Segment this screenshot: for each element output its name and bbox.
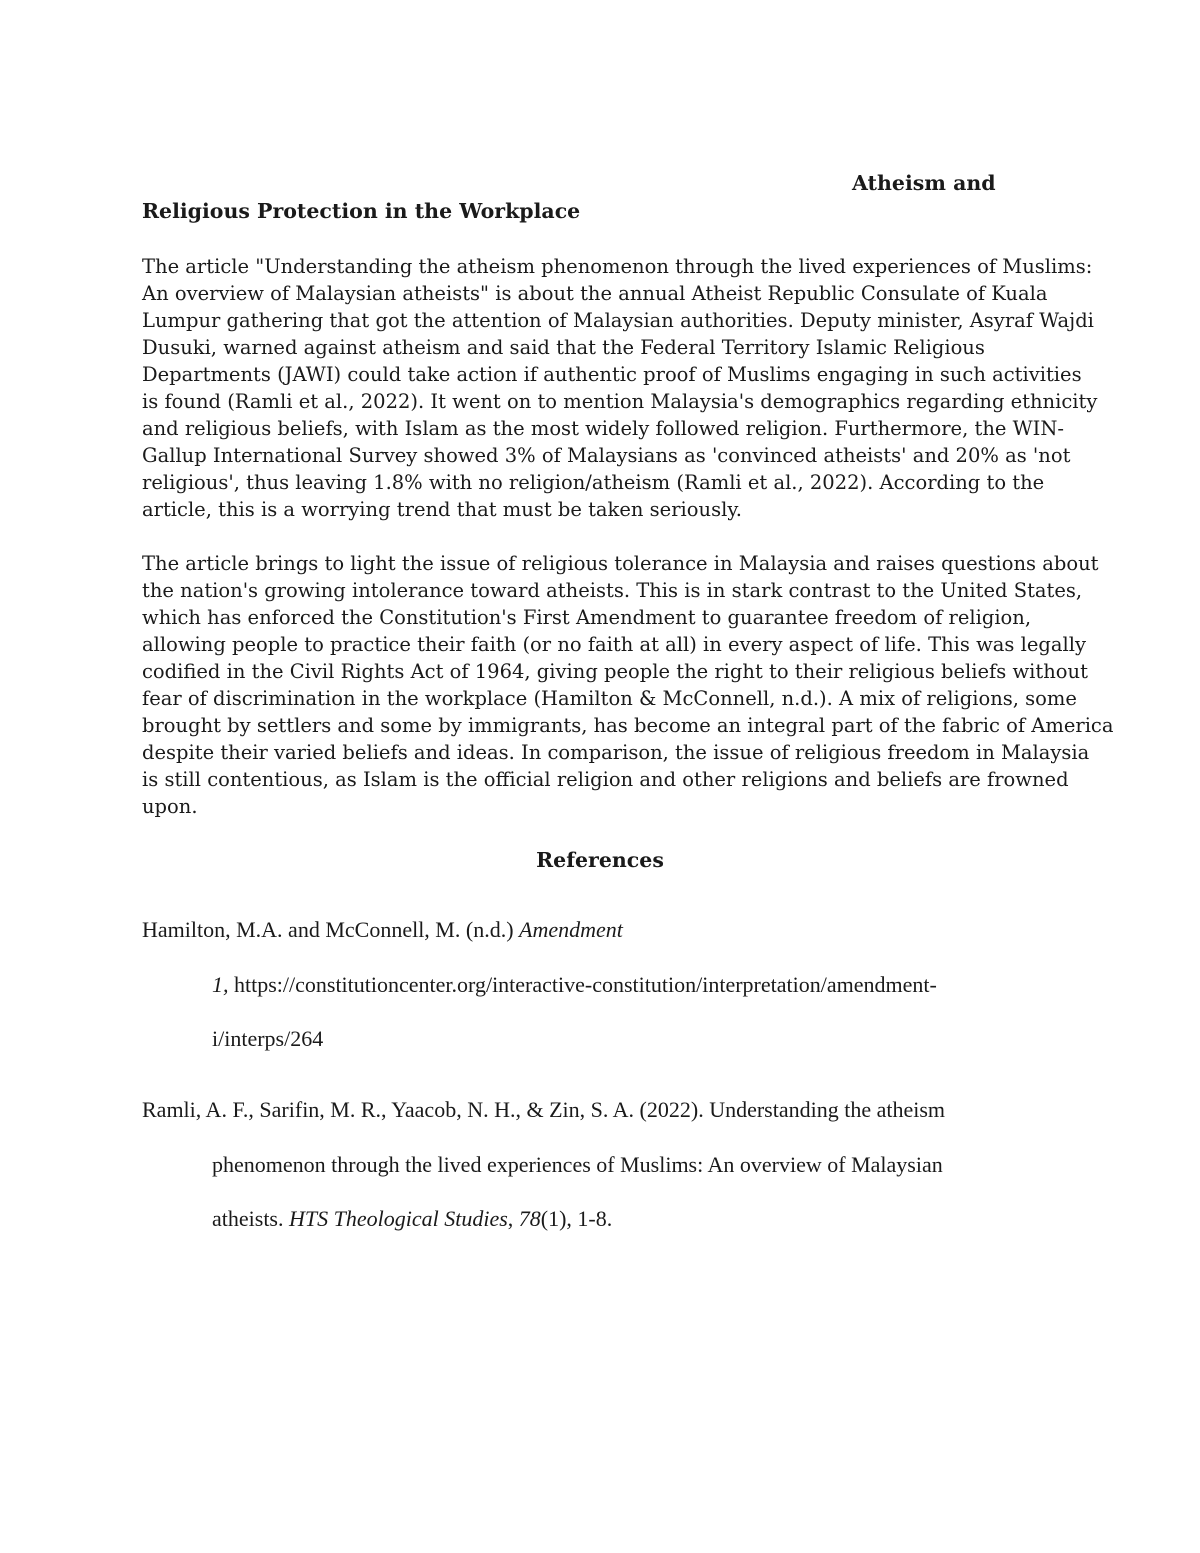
- reference-2-text: Ramli, A. F., Sarifin, M. R., Yaacob, N. H., & Zin, S. A. (2022). Understanding the atheism: [142, 1097, 946, 1122]
- title-line-2: Religious Protection in the Workplace: [142, 199, 581, 223]
- reference-2-line-1: [142, 1095, 945, 1125]
- reference-2-line-2: [212, 1150, 943, 1180]
- paragraph-line: The article brings to light the issue of religious tolerance in Malaysia and raises questions about: [142, 552, 1099, 575]
- paragraph-1: [142, 253, 1097, 523]
- reference-2-separator: ,: [507, 1206, 519, 1231]
- paragraph-2: [142, 550, 1113, 820]
- reference-2-journal: HTS Theological Studies: [289, 1206, 508, 1231]
- reference-1-url[interactable]: https://constitutioncenter.org/interactive-constitution/interpretation/amendment-: [228, 972, 937, 997]
- paragraph-line: the nation's growing intolerance toward atheists. This is in stark contrast to the United States,: [142, 579, 1083, 602]
- reference-1-url-continued[interactable]: i/interps/264: [212, 1026, 324, 1051]
- paragraph-line: religious', thus leaving 1.8% with no religion/atheism (Ramli et al., 2022). According to the: [142, 471, 1045, 494]
- paragraph-line: codified in the Civil Rights Act of 1964, giving people the right to their religious beliefs without: [142, 660, 1088, 683]
- paragraph-line: article, this is a worrying trend that must be taken seriously.: [142, 498, 742, 521]
- reference-2-prefix: atheists.: [212, 1206, 289, 1231]
- paragraph-line: is found (Ramli et al., 2022). It went on to mention Malaysia's demographics regarding ethnicity: [142, 390, 1098, 413]
- paragraph-line: allowing people to practice their faith (or no faith at all) in every aspect of life. This was legally: [142, 633, 1086, 656]
- reference-2-suffix: (1), 1-8.: [540, 1206, 613, 1231]
- paragraph-line: upon.: [142, 795, 198, 818]
- references-heading: References: [536, 848, 664, 872]
- paragraph-line: brought by settlers and some by immigrants, has become an integral part of the fabric of America: [142, 714, 1114, 737]
- reference-1-authors: Hamilton, M.A. and McConnell, M. (n.d.): [142, 917, 520, 942]
- paragraph-line: Dusuki, warned against atheism and said that the Federal Territory Islamic Religious: [142, 336, 985, 359]
- reference-1-line-3: [212, 1024, 323, 1054]
- paragraph-line: Gallup International Survey showed 3% of Malaysians as 'convinced atheists' and 20% as 'not: [142, 444, 1071, 467]
- paragraph-line: Departments (JAWI) could take action if authentic proof of Muslims engaging in such activities: [142, 363, 1082, 386]
- reference-1-number: 1,: [212, 972, 229, 997]
- paragraph-line: despite their varied beliefs and ideas. In comparison, the issue of religious freedom in Malaysia: [142, 741, 1090, 764]
- paragraph-line: which has enforced the Constitution's First Amendment to guarantee freedom of religion,: [142, 606, 1032, 629]
- paragraph-line: Lumpur gathering that got the attention of Malaysian authorities. Deputy minister, Asyraf Wajdi: [142, 309, 1094, 332]
- reference-2-line-3: [212, 1204, 612, 1234]
- paragraph-line: An overview of Malaysian atheists" is about the annual Atheist Republic Consulate of Kuala: [142, 282, 1048, 305]
- reference-1-line-1: [142, 915, 623, 945]
- reference-1-line-2: [212, 970, 937, 1000]
- paragraph-line: and religious beliefs, with Islam as the most widely followed religion. Furthermore, the WIN-: [142, 417, 1065, 440]
- paragraph-line: is still contentious, as Islam is the official religion and other religions and beliefs are frowned: [142, 768, 1069, 791]
- reference-1-title: Amendment: [519, 917, 623, 942]
- reference-2-volume: 78: [518, 1206, 541, 1231]
- paragraph-line: fear of discrimination in the workplace (Hamilton & McConnell, n.d.). A mix of religions, some: [142, 687, 1077, 710]
- paragraph-line: The article "Understanding the atheism phenomenon through the lived experiences of Muslims:: [142, 255, 1093, 278]
- reference-2-text: phenomenon through the lived experiences of Muslims: An overview of Malaysian: [212, 1152, 943, 1177]
- title-line-1: Atheism and: [852, 171, 996, 195]
